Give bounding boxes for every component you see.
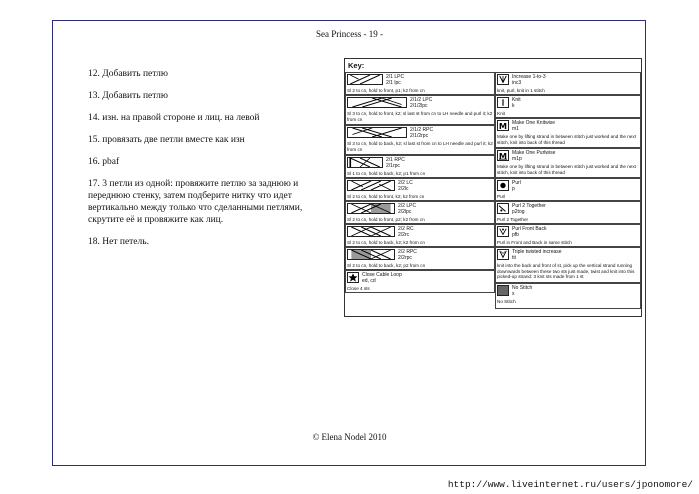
key-name: 2/1 RPC [386, 157, 405, 163]
key-entry [345, 155, 495, 178]
key-abbr: x [512, 291, 515, 297]
key-entry [495, 118, 641, 148]
page-header: Sea Princess - 19 - [316, 29, 383, 39]
key-desc: Sl 2 to cn, hold to front, k2; k2 from cn [347, 194, 425, 199]
key-name: 2/1 LPC [386, 74, 405, 80]
key-abbr: tti [512, 255, 516, 261]
key-entry [345, 247, 495, 270]
key-desc: Sl 1 to cn, hold to back, k2; p1 from cn [347, 171, 426, 176]
step-15: 15. провязать две петли вместе как изн [88, 135, 245, 145]
key-entry [345, 270, 495, 293]
key-name: Purl 2 Together [512, 203, 546, 209]
key-name: 2/1/2 LPC [410, 97, 433, 103]
key-left-column [345, 72, 495, 293]
key-name: 2/2 RC [398, 226, 414, 232]
key-entry [495, 148, 641, 178]
step-17: 17. 3 петли из одной: провяжите петлю за заднюю и переднюю стенку, затем подберите нитку что идет вертикально между только что сделанными петлями, скрутите её и провяжите как лиц. [88, 179, 303, 225]
key-desc: Purl [497, 194, 506, 199]
key-name: Purl [512, 180, 521, 186]
cable-2-1-2-lpc-icon [347, 97, 407, 108]
step-13: 13. Добавить петлю [88, 91, 169, 101]
key-abbr: 2/1rpc [386, 163, 400, 169]
key-desc: Purl 2 Together [497, 217, 529, 222]
knit-icon [497, 97, 509, 108]
key-name: 2/2 RPC [398, 249, 417, 255]
key-abbr: pfb [512, 232, 519, 238]
cable-2-1-rpc-icon [347, 157, 383, 168]
key-abbr: m1p [512, 156, 522, 162]
key-entry [495, 95, 641, 118]
cable-2-1-2-rpc-icon [347, 127, 407, 138]
key-desc: Sl 2 to cn, hold to front, p2; k2 from cn [347, 217, 425, 222]
key-abbr: 2/2rc [398, 232, 410, 238]
key-entry [345, 178, 495, 201]
key-entry [495, 72, 641, 95]
source-url: http://www.liveinternet.ru/users/jponomore/ [447, 479, 693, 490]
page-footer: © Elena Nodel 2010 [312, 432, 387, 442]
key-name: 2/2 LC [398, 180, 413, 186]
cable-2-2-lc-icon [347, 180, 395, 191]
key-abbr: p2tog [512, 209, 525, 215]
key-desc: knit into the back and front of st, pick up the vertical strand running downwards between these two sts just made, twist and knit into this picked-up strand: 3 knit sts made from 1 st [497, 263, 635, 279]
cable-2-1-lpc-icon [347, 74, 383, 85]
key-abbr: 2/1 lpc [386, 80, 401, 86]
key-entry [345, 125, 495, 155]
key-entry [345, 201, 495, 224]
key-desc: Sl 2 to cn, hold to front, p1; k2 from cn [347, 88, 425, 93]
key-entry [495, 201, 641, 224]
key-name: Knit [512, 97, 521, 103]
make-one-knitwise-icon [497, 120, 509, 131]
step-18: 18. Нет петель. [88, 237, 149, 247]
key-entry [495, 224, 641, 247]
key-desc: Sl 2 to cn, hold to back, k2; p2 from cn [347, 263, 426, 268]
make-one-purlwise-icon [497, 150, 509, 161]
cable-2-2-rpc-icon [347, 249, 395, 260]
key-abbr: 2/2rpc [398, 255, 412, 261]
key-abbr: 2/2lc [398, 186, 409, 192]
key-name: Triple twisted increase [512, 249, 562, 255]
key-entry [495, 178, 641, 201]
key-abbr: m1 [512, 126, 519, 132]
step-16: 16. pbaf [88, 157, 120, 167]
purl-2-together-icon [497, 203, 509, 214]
key-abbr: k [512, 103, 515, 109]
key-desc: Sl 3 to cn, hold to back, k2; sl last st from cn to LH needle and purl it; k2 from cn [347, 141, 493, 152]
key-desc: Sl 2 to cn, hold to back, k2; k2 from cn [347, 240, 425, 245]
key-name: Close Cable Loop [362, 272, 402, 278]
key-abbr: ed, cd [362, 278, 376, 284]
key-entry [345, 72, 495, 95]
key-desc: Make one by lifting strand in between stitch just worked and the next stitch, knit into back of this thread [497, 134, 636, 145]
svg-text:M: M [498, 121, 508, 130]
no-stitch-icon [497, 285, 509, 296]
key-abbr: p [512, 186, 515, 192]
star-icon [347, 272, 359, 283]
key-name: 2/2 LPC [398, 203, 417, 209]
key-desc: knit, purl, knit in 1 stitch [497, 88, 545, 93]
key-desc: Knit [497, 111, 505, 116]
stitch-key [344, 58, 642, 317]
key-name: Make One Knitwise [512, 120, 556, 126]
step-14: 14. изн. на правой стороне и лиц. на левой [88, 113, 260, 123]
key-abbr: inc3 [512, 80, 522, 86]
key-name: Purl Front Back [512, 226, 547, 232]
key-desc: Make one by lifting strand in between stitch just worked and the next stitch, knit into back of this thread [497, 164, 636, 175]
key-entry [345, 95, 495, 125]
key-desc: Close 4 sts [347, 286, 370, 291]
key-abbr: 2/2lpc [398, 209, 412, 215]
svg-text:M: M [498, 151, 508, 160]
key-abbr: 2/1/2rpc [410, 133, 429, 139]
key-abbr: 2/1/2lpc [410, 103, 428, 109]
increase-1-to-3-icon [497, 74, 509, 85]
key-name: Make One Purlwise [512, 150, 556, 156]
key-right-column [495, 72, 641, 309]
cable-2-2-rc-icon [347, 226, 395, 237]
key-desc: Purl in Front and Back in same stitch [497, 240, 572, 245]
key-desc: Sl 3 to cn, hold to front, k2; sl last st from cn to LH needle and purl it; k2 from cn [347, 111, 493, 122]
purl-front-back-icon [497, 226, 509, 237]
key-title: Key: [348, 61, 365, 70]
key-name: No Stitch [512, 285, 533, 291]
key-desc: No Stitch [497, 299, 516, 304]
key-entry [345, 224, 495, 247]
key-entry [495, 283, 641, 309]
steps-list [88, 68, 338, 258]
key-name: 2/1/2 RPC [410, 127, 434, 133]
key-name: Increase 1-to-3 [512, 74, 546, 80]
purl-icon [497, 180, 509, 191]
cable-2-2-lpc-icon [347, 203, 395, 214]
triple-twisted-increase-icon [497, 249, 509, 260]
step-12: 12. Добавить петлю [88, 69, 169, 79]
key-entry [495, 247, 641, 283]
